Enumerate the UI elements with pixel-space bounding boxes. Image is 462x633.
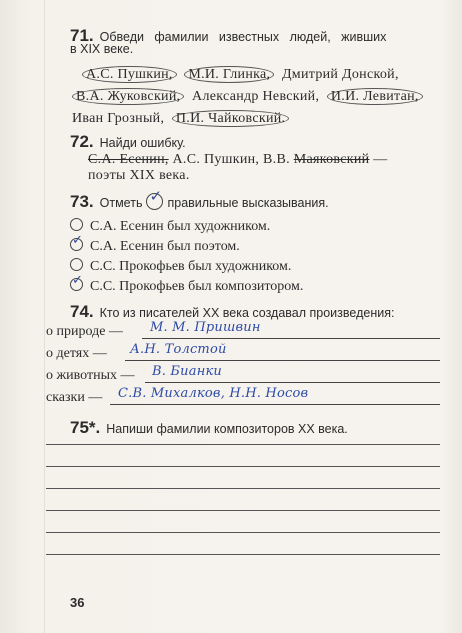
crossed-out-name: Маяковский [293, 152, 370, 167]
task-71-row-1 [82, 66, 399, 83]
task-72-instruction: Найди ошибку. [99, 136, 186, 150]
page-number: 36 [70, 595, 85, 610]
radio-circle-icon[interactable] [70, 218, 83, 231]
task-73-instruction-b: правильные высказывания. [167, 196, 329, 210]
radio-circle-checked-icon[interactable]: ✓ [70, 238, 83, 251]
answer-line [125, 360, 440, 361]
task-75-heading [70, 418, 348, 438]
handwritten-answer-animals[interactable]: В. Бианки [152, 364, 222, 379]
name-item[interactable]: Дмитрий Донской, [281, 67, 399, 82]
task-74-number: 74. [70, 302, 94, 321]
option-2[interactable] [70, 233, 240, 255]
writing-line[interactable] [46, 444, 440, 445]
option-3-text: С.С. Прокофьев был художником. [90, 259, 292, 274]
name-item-circled[interactable]: М.И. Глинка, [184, 66, 274, 83]
task-75-number: 75*. [70, 418, 101, 437]
task-72-line-1 [88, 152, 388, 168]
handwritten-answer-tales[interactable]: С.В. Михалков, Н.Н. Носов [118, 386, 309, 401]
task-72-text: А.С. Пушкин, В.В. [172, 152, 290, 167]
task-72-heading [70, 132, 186, 152]
row-label-animals: о животных — [46, 368, 135, 383]
task-72-dash: — [373, 152, 388, 167]
name-item-circled[interactable]: И.И. Левитан, [327, 88, 423, 105]
row-label-nature: о природе — [46, 324, 123, 339]
option-1[interactable] [70, 218, 270, 235]
answer-line [145, 382, 440, 383]
task-73-heading [70, 187, 329, 212]
name-item[interactable]: Александр Невский, [192, 89, 320, 104]
name-item-circled[interactable]: А.С. Пушкин, [82, 66, 177, 83]
task-74-instruction: Кто из писателей XX века создавал произведения: [99, 306, 395, 320]
task-74-heading [70, 302, 394, 322]
option-3[interactable] [70, 258, 291, 275]
task-73-instruction-a: Отметь [99, 196, 143, 210]
task-71-row-3 [72, 110, 289, 127]
writing-line[interactable] [46, 488, 440, 489]
task-71-instruction-line2: в XIX веке. [70, 42, 134, 56]
check-circle-icon: ✓ [146, 193, 163, 210]
radio-circle-checked-icon[interactable]: ✓ [70, 278, 83, 291]
name-item-circled[interactable]: П.И. Чайковский. [172, 110, 289, 127]
option-4-text: С.С. Прокофьев был композитором. [90, 279, 304, 294]
writing-line[interactable] [46, 554, 440, 555]
name-item[interactable]: Иван Грозный, [72, 111, 165, 126]
task-71-row-2 [72, 88, 423, 105]
option-1-text: С.А. Есенин был художником. [90, 219, 271, 234]
row-label-tales: сказки — [46, 390, 103, 405]
task-71-number: 71. [70, 26, 94, 45]
writing-line[interactable] [46, 532, 440, 533]
task-72-line-2: поэты XIX века. [88, 168, 190, 183]
option-2-text: С.А. Есенин был поэтом. [90, 239, 240, 254]
task-73-number: 73. [70, 192, 94, 211]
handwritten-answer-children[interactable]: А.Н. Толстой [130, 342, 227, 357]
option-4[interactable] [70, 273, 304, 295]
radio-circle-icon[interactable] [70, 258, 83, 271]
margin-line [44, 0, 45, 633]
crossed-out-name: С.А. Есенин, [88, 152, 169, 167]
task-75-instruction: Напиши фамилии композиторов XX века. [106, 422, 348, 436]
row-label-children: о детях — [46, 346, 107, 361]
handwritten-answer-nature[interactable]: М. М. Пришвин [150, 320, 261, 335]
writing-line[interactable] [46, 510, 440, 511]
task-72-number: 72. [70, 132, 94, 151]
answer-line [142, 338, 440, 339]
name-item-circled[interactable]: В.А. Жуковский, [72, 88, 184, 105]
writing-line[interactable] [46, 466, 440, 467]
answer-line [110, 404, 440, 405]
task-71-instruction-line1: Обведи фамилии известных людей, живших [99, 30, 387, 44]
